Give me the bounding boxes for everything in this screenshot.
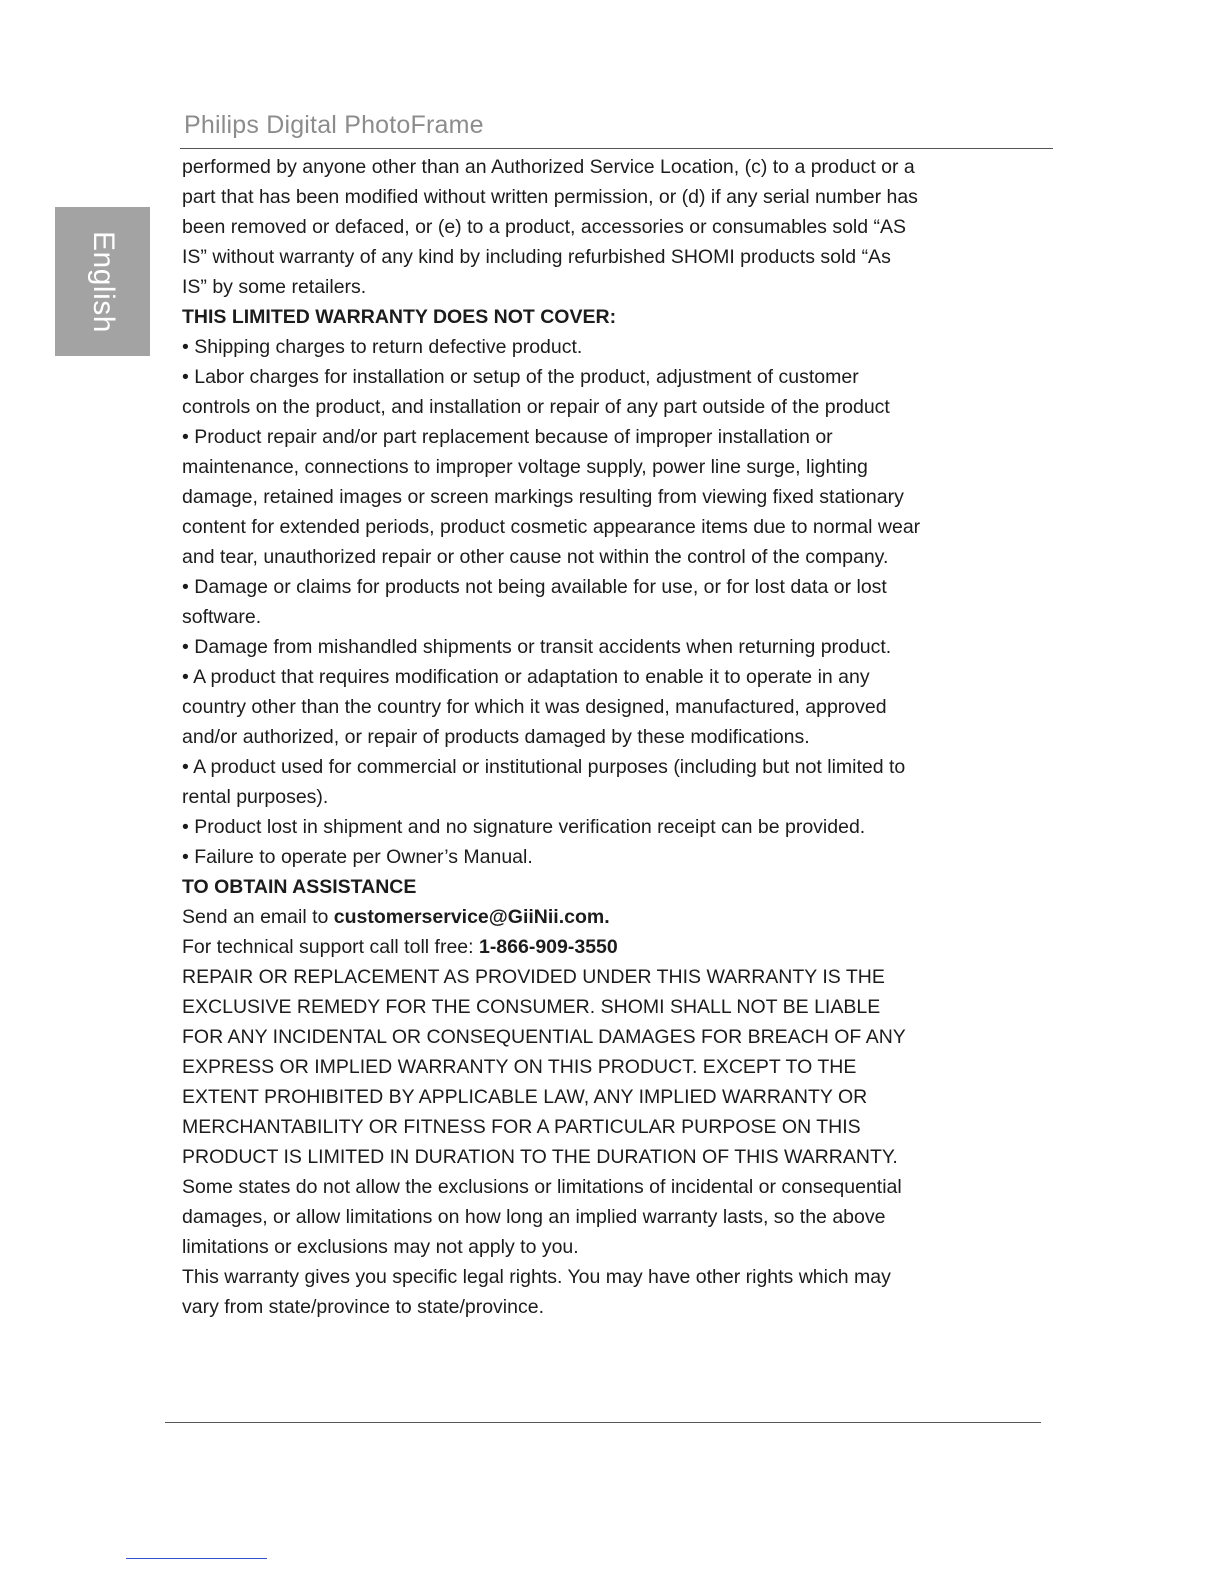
- body-line: software.: [182, 606, 262, 628]
- body-line: been removed or defaced, or (e) to a product, accessories or consumables sold “AS: [182, 216, 907, 238]
- phone-line: [182, 932, 982, 962]
- disclaimer-line: EXPRESS OR IMPLIED WARRANTY ON THIS PRODUCT. EXCEPT TO THE: [182, 1056, 857, 1078]
- exclusion-item: • A product used for commercial or institutional purposes (including but not limited to: [182, 756, 906, 778]
- body-line: IS” without warranty of any kind by including refurbished SHOMI products sold “As: [182, 246, 891, 268]
- disclaimer-line: EXCLUSIVE REMEDY FOR THE CONSUMER. SHOMI SHALL NOT BE LIABLE: [182, 996, 881, 1018]
- exclusion-item: • A product that requires modification or adaptation to enable it to operate in any: [182, 666, 870, 688]
- exclusion-item: • Damage or claims for products not being available for use, or for lost data or lost: [182, 576, 887, 598]
- section-heading-not-covered: THIS LIMITED WARRANTY DOES NOT COVER:: [182, 306, 617, 328]
- exclusion-item: • Damage from mishandled shipments or transit accidents when returning product.: [182, 636, 892, 658]
- body-line: damages, or allow limitations on how long an implied warranty lasts, so the above: [182, 1206, 886, 1228]
- exclusion-item: • Labor charges for installation or setup of the product, adjustment of customer: [182, 366, 859, 388]
- support-email-link[interactable]: customerservice@GiiNii.com.: [333, 906, 610, 928]
- email-prefix: Send an email to: [182, 906, 334, 928]
- exclusion-item: • Product lost in shipment and no signature verification receipt can be provided.: [182, 816, 866, 838]
- disclaimer-line: FOR ANY INCIDENTAL OR CONSEQUENTIAL DAMAGES FOR BREACH OF ANY: [182, 1026, 906, 1048]
- exclusion-item: • Failure to operate per Owner’s Manual.: [182, 846, 533, 868]
- header-divider: [180, 148, 1053, 149]
- body-line: This warranty gives you specific legal rights. You may have other rights which may: [182, 1266, 891, 1288]
- disclaimer-line: PRODUCT IS LIMITED IN DURATION TO THE DURATION OF THIS WARRANTY.: [182, 1146, 898, 1168]
- body-line: limitations or exclusions may not apply to you.: [182, 1236, 579, 1258]
- body-line: Some states do not allow the exclusions or limitations of incidental or consequential: [182, 1176, 902, 1198]
- exclusion-item: • Shipping charges to return defective product.: [182, 336, 583, 358]
- language-tab: [55, 207, 150, 356]
- body-line: and/or authorized, or repair of products damaged by these modifications.: [182, 726, 810, 748]
- body-line: maintenance, connections to improper voltage supply, power line surge, lighting: [182, 456, 868, 478]
- body-line: and tear, unauthorized repair or other cause not within the control of the company.: [182, 546, 889, 568]
- section-heading-assistance: TO OBTAIN ASSISTANCE: [182, 876, 417, 898]
- body-line: IS” by some retailers.: [182, 276, 367, 298]
- disclaimer-line: REPAIR OR REPLACEMENT AS PROVIDED UNDER THIS WARRANTY IS THE: [182, 966, 885, 988]
- body-line: country other than the country for which it was designed, manufactured, approved: [182, 696, 887, 718]
- page-header-title: Philips Digital PhotoFrame: [184, 111, 484, 139]
- body-line: rental purposes).: [182, 786, 329, 808]
- bottom-link-underline: [126, 1558, 267, 1559]
- body-line: performed by anyone other than an Authorized Service Location, (c) to a product or a: [182, 156, 915, 178]
- body-line: part that has been modified without written permission, or (d) if any serial number has: [182, 186, 918, 208]
- body-line: content for extended periods, product cosmetic appearance items due to normal wear: [182, 516, 921, 538]
- footer-divider: [165, 1422, 1041, 1423]
- support-phone-number: 1-866-909-3550: [478, 936, 618, 958]
- body-line: damage, retained images or screen markings resulting from viewing fixed stationary: [182, 486, 904, 508]
- body-line: controls on the product, and installation or repair of any part outside of the product: [182, 396, 890, 418]
- disclaimer-line: MERCHANTABILITY OR FITNESS FOR A PARTICULAR PURPOSE ON THIS: [182, 1116, 861, 1138]
- phone-prefix: For technical support call toll free:: [182, 936, 479, 958]
- warranty-body: [182, 152, 982, 1322]
- body-line: vary from state/province to state/province.: [182, 1296, 544, 1318]
- language-tab-label: English: [86, 230, 120, 333]
- exclusion-item: • Product repair and/or part replacement because of improper installation or: [182, 426, 833, 448]
- disclaimer-line: EXTENT PROHIBITED BY APPLICABLE LAW, ANY IMPLIED WARRANTY OR: [182, 1086, 868, 1108]
- email-line: [182, 902, 982, 932]
